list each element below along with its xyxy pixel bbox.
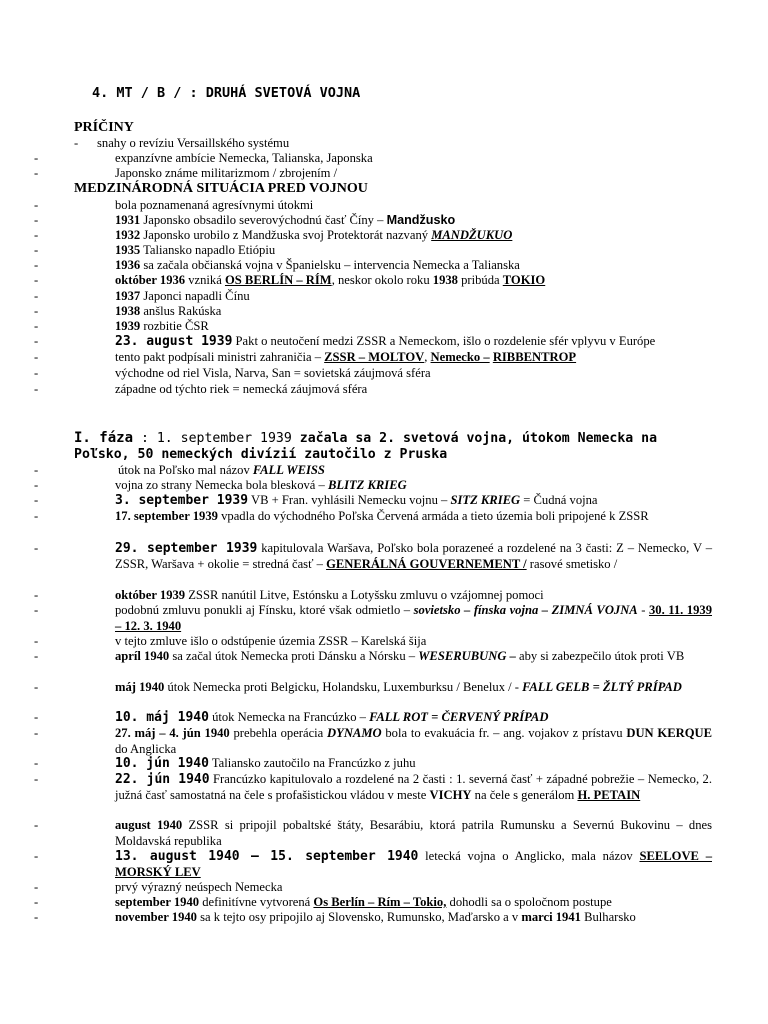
bullet-dash: -: [74, 136, 79, 150]
situation-heading: MEDZINÁRODNÁ SITUÁCIA PRED VOJNOU: [74, 181, 368, 196]
causes-heading: PRÍČINY: [74, 120, 134, 135]
phase-heading: I. fáza : 1. september 1939 začala sa 2. svetová vojna, útokom Nemecka na Poľsko, 50 nemeckých divízií zautočilo z Pruska: [74, 430, 658, 462]
document-page: 4. MT / B / : DRUHÁ SVETOVÁ VOJNA PRÍČINY - snahy o revíziu Versaillského systému - expanzívne ambície Nemecka, Talianska, Japonska - Japonsko známe militarizmom / zbrojením / MEDZINÁRODNÁ SITUÁCIA PRED VOJNOU - bola poznamenaná agresívnymi útokmi - 1931 Japonsko obsadilo severovýchodnú časť Číny – Mandžusko - 1932 Japonsko urobilo z Mandžuska svoj Protektorát nazvaný MANDŽUKUO - 1935 Taliansko napadlo Etiópiu - 1936 sa začala občianská vojna v Španielsku – intervencia Nemecka a Talianska - október 1936 vzniká OS BERLÍN – RÍM, neskor okolo roku 1938 pribúda TOKIO - 1937 Japonci napadli Čínu - 1938 anšlus Rakúska - 1939 rozbitie ČSR - 23. august 1939 Pakt o neutočení medzi ZSSR a Nemeckom, išlo o rozdelenie sfér vplyvu v Európe - tento pakt podpísali ministri zahraničia – ZSSR – MOLTOV, Nemecko – RIBBENTROP - východne od riel Visla, Narva, San = sovietská záujmová sféra - západne od týchto riek = nemecká záujmová sféra I. fáza : 1. september 1939 začala sa 2. svetová vojna, útokom Nemecka na Poľsko, 50 nemeckých divízií zautočilo z Pruska - útok na Poľsko mal názov FALL WEISS - vojna zo strany Nemecka bola blesková – BLITZ KRIEG - 3. september 1939 VB + Fran. vyhlásili Nemecku vojnu – SITZ KRIEG = Čudná vojna - 17. september 1939 vpadla do východného Poľska Červená armáda a tieto územia boli pripojené k ZSSR - 29. september 1939 kapitulovala Waršava, Poľsko bola porazeneé a rozdelené na 3 časti: Z – Nemecko, V – ZSSR, Waršava + okolie = stredná časť – GENERÁLNÁ GOUVERNEMENT / rasové smetisko / - október 1939 ZSSR nanútil Litve, Estónsku a Lotyšsku zmluvu o vzájomnej pomoci - podobnú zmluvu ponukli aj Fínsku, ktoré však odmietlo – sovietsko – fínska vojna – ZIMNÁ VOJNA - 30. 11. 1939 – 12. 3. 1940 - v tejto zmluve išlo o odstúpenie územia ZSSR – Karelská šija - apríl 1940 sa začal útok Nemecka proti Dánsku a Nórsku – WESERUBUNG – aby si zabezpečilo útok proti VB - máj 1940 útok Nemecka proti Belgicku, Holandsku, Luxemburksu / Benelux / - FALL GELB = ŽLTÝ PRÍPAD - 10. máj 1940 útok Nemecka na Francúzko – FALL ROT = ČERVENÝ PRÍPAD - 27. máj – 4. jún 1940 prebehla operácia DYNAMO bola to evakuácia fr. – ang. vojakov z prístavu DUN KERQUE do Anglicka - 10. jún 1940 Taliansko zautočilo na Francúzko z juhu - 22. jún 1940 Francúzko kapitulovalo a rozdelené na 2 časti : 1. severná časť + západné pobrežie – Nemecko, 2. južná časť samostatná na čele s profašistickou vládou v meste VICHY na čele s generálom H. PETAIN - august 1940 ZSSR si pripojil pobaltské štáty, Besarábiu, ktorá patrila Rumunsku a Severnú Bukovinu – dnes Moldavská republika - 13. august 1940 – 15. september 1940 letecká vojna o Anglicko, mala názov SEELOVE – MORSKÝ LEV - prvý výrazný neúspech Nemecka - september 1940 definitívne vytvorená Os Berlín – Rím – Tokio, dohodli sa o spoločnom postupe - november 1940 sa k tejto osy pripojilo aj Slovensko, Rumunsko, Maďarsko a v marci 1941 Bulharsko: [34, 85, 712, 924]
page-title: 4. MT / B / : DRUHÁ SVETOVÁ VOJNA: [92, 85, 361, 101]
